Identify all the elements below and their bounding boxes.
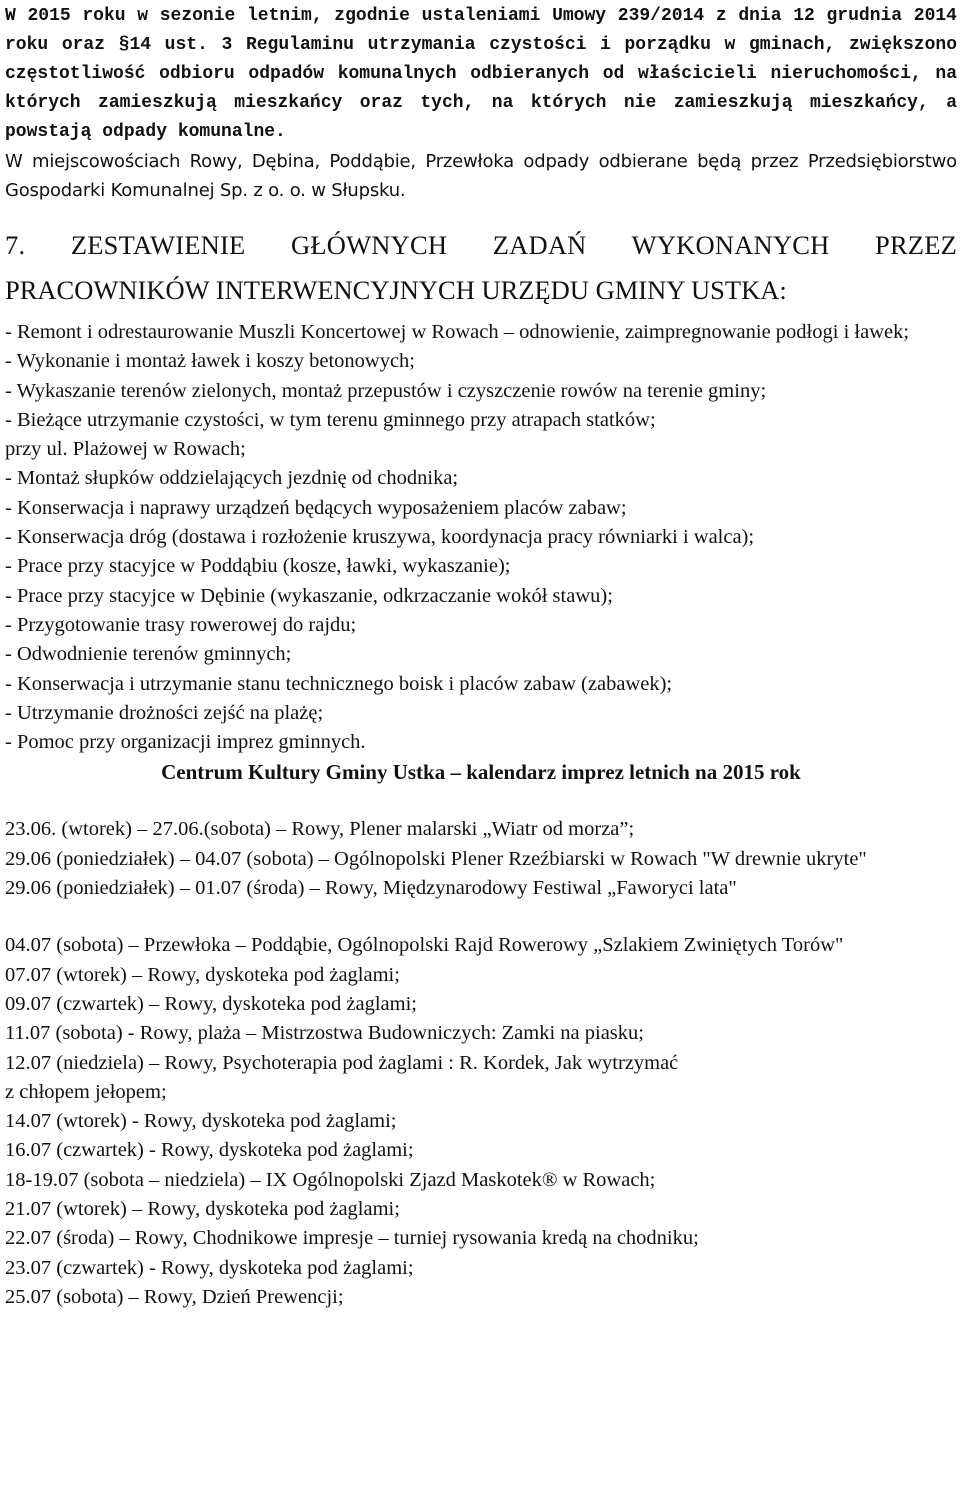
event-item: 12.07 (niedziela) – Rowy, Psychoterapia pod żaglami : R. Kordek, Jak wytrzymać xyxy=(5,1051,679,1074)
task-item: - Konserwacja i naprawy urządzeń będących wyposażeniem placów zabaw; xyxy=(5,496,627,519)
task-item: przy ul. Plażowej w Rowach; xyxy=(5,438,246,461)
task-item: - Wykaszanie terenów zielonych, montaż przepustów i czyszczenie rowów na terenie gminy; xyxy=(5,379,767,402)
task-item: - Wykonanie i montaż ławek i koszy betonowych; xyxy=(5,350,415,373)
task-item: - Bieżące utrzymanie czystości, w tym terenu gminnego przy atrapach statków; xyxy=(5,408,656,431)
event-item: 29.06 (poniedziałek) – 01.07 (środa) – Rowy, Międzynarodowy Festiwal „Faworyci lata" xyxy=(5,877,737,900)
calendar-events-list xyxy=(5,815,957,1312)
event-item: 25.07 (sobota) – Rowy, Dzień Prewencji; xyxy=(5,1285,344,1308)
task-item: - Konserwacja dróg (dostawa i rozłożenie kruszywa, koordynacja pracy równiarki i walca); xyxy=(5,526,755,549)
intro-bold-paragraph: W 2015 roku w sezonie letnim, zgodnie ustaleniami Umowy 239/2014 z dnia 12 grudnia 2014 roku oraz §14 ust. 3 Regulaminu utrzymania czystości i porządku w gminach, zwiększono częstotliwość odbioru odpadów komunalnych odbieranych od właścicieli nieruchomości, na których zamieszkują mieszkańcy oraz tych, na których nie zamieszkują mieszkańcy, a powstają odpady komunalne. xyxy=(5,6,957,142)
event-item: 18-19.07 (sobota – niedziela) – IX Ogólnopolski Zjazd Maskotek® w Rowach; xyxy=(5,1168,656,1191)
task-item: - Montaż słupków oddzielających jezdnię od chodnika; xyxy=(5,467,459,490)
task-item: - Prace przy stacyjce w Poddąbiu (kosze, ławki, wykaszanie); xyxy=(5,555,511,578)
task-item: - Konserwacja i utrzymanie stanu technicznego boisk i placów zabaw (zabawek); xyxy=(5,672,673,695)
intro-regular-paragraph: W miejscowościach Rowy, Dębina, Poddąbie, Przewłoka odpady odbierane będą przez Przedsiębiorstwo Gospodarki Komunalnej Sp. z o. o. w Słupsku. xyxy=(5,151,957,201)
section-7-heading-line2: PRACOWNIKÓW INTERWENCYJNYCH URZĘDU GMINY USTKA: xyxy=(5,275,787,305)
event-item: 23.07 (czwartek) - Rowy, dyskoteka pod żaglami; xyxy=(5,1256,414,1279)
task-item: - Pomoc przy organizacji imprez gminnych. xyxy=(5,731,366,754)
event-item: 09.07 (czwartek) – Rowy, dyskoteka pod żaglami; xyxy=(5,992,417,1015)
spacer xyxy=(5,903,957,931)
task-item: - Przygotowanie trasy rowerowej do rajdu; xyxy=(5,613,357,636)
task-item: - Remont i odrestaurowanie Muszli Koncertowej w Rowach – odnowienie, zaimpregnowanie podłogi i ławek; xyxy=(5,321,910,343)
tasks-list xyxy=(5,318,957,757)
event-item: 16.07 (czwartek) - Rowy, dyskoteka pod żaglami; xyxy=(5,1139,414,1162)
event-item: 07.07 (wtorek) – Rowy, dyskoteka pod żaglami; xyxy=(5,963,400,986)
task-item: - Utrzymanie drożności zejść na plażę; xyxy=(5,701,324,724)
task-item: - Prace przy stacyjce w Dębinie (wykaszanie, odkrzaczanie wokół stawu); xyxy=(5,584,613,607)
event-item: 21.07 (wtorek) – Rowy, dyskoteka pod żaglami; xyxy=(5,1198,400,1221)
event-item: 23.06. (wtorek) – 27.06.(sobota) – Rowy, Plener malarski „Wiatr od morza”; xyxy=(5,818,635,841)
calendar-title: Centrum Kultury Gminy Ustka – kalendarz imprez letnich na 2015 rok xyxy=(161,760,801,785)
event-item: 22.07 (środa) – Rowy, Chodnikowe impresje – turniej rysowania kredą na chodniku; xyxy=(5,1227,699,1250)
event-item: 04.07 (sobota) – Przewłoka – Poddąbie, Ogólnopolski Rajd Rowerowy „Szlakiem Zwiniętych Torów" xyxy=(5,934,844,957)
event-item: z chłopem jełopem; xyxy=(5,1080,167,1103)
event-item: 14.07 (wtorek) - Rowy, dyskoteka pod żaglami; xyxy=(5,1110,397,1133)
section-7-heading-line1: 7. ZESTAWIENIE GŁÓWNYCH ZADAŃ WYKONANYCH PRZEZ xyxy=(5,230,957,260)
event-item: 11.07 (sobota) - Rowy, plaża – Mistrzostwa Budowniczych: Zamki na piasku; xyxy=(5,1022,644,1045)
event-item: 29.06 (poniedziałek) – 04.07 (sobota) – Ogólnopolski Plener Rzeźbiarski w Rowach "W drewnie ukryte" xyxy=(5,847,867,870)
task-item: - Odwodnienie terenów gminnych; xyxy=(5,643,292,666)
